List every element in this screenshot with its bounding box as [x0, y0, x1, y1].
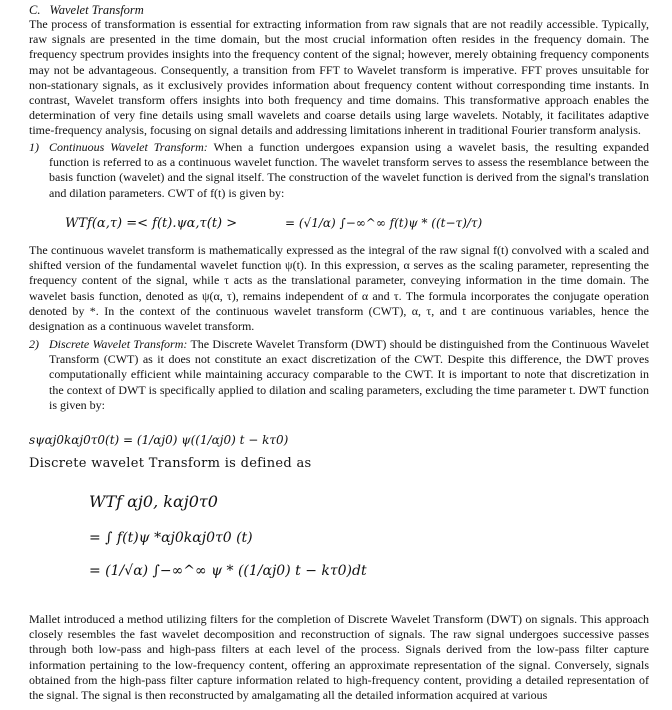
cwt-equation-right: = (√1/α) ∫−∞^∞ f(t)ψ * ((t−τ)/τ): [285, 216, 483, 230]
intro-paragraph: The process of transformation is essential for extracting information from raw signals that are not readily accessible. Typically, raw signals are presented in the time domain, but the most crucial information often resides in the frequency domain. The frequency spectrum provides insights into the frequency content of the signal; however, merely obtaining frequency components may not be advantageous. Consequently, a transition from FFT to Wavelet transform is imperative. FFT proves unsuitable for non-stationary signals, as it exclusively provides information about frequency content without corresponding time instants. In contrast, Wavelet transform offers insights into both frequency and time domains. This transformative approach enables the determination of very fine details using small wavelets and coarse details using large wavelets. Notably, it facilitates adaptive time-frequency analysis, focusing on signal details and addressing limitations inherent in traditional Fourier transform analysis.: [29, 17, 649, 138]
dwt-item: [29, 337, 649, 413]
dwt-definition-line: Discrete wavelet Transform is defined as: [29, 456, 312, 471]
cwt-item: [29, 140, 649, 201]
section-number: C.: [29, 3, 41, 17]
section-heading: [29, 3, 144, 18]
cwt-title: Continuous Wavelet Transform:: [49, 140, 208, 154]
dwt-text: The Discrete Wavelet Transform (DWT) should be distinguished from the Continuous Wavelet Transform (CWT) as it does not constitute an exact discretization of the CWT. Despite this difference, the DWT proves computationally efficient while maintaining accuracy comparable to the CWT. It is important to note that discretization in the context of DWT is specifically applied to dilation and scaling parameters, excluding the time parameter t. DWT function is given by:: [49, 337, 649, 412]
cwt-text: When a function undergoes expansion using a wavelet basis, the resulting expanded function is referred to as a continuous wavelet function. The wavelet transform serves to assess the resemblance between the basis function (wavelet) and the signal itself. The construction of the wavelet function is derived from the signal's translation and dilation parameters. CWT of f(t) is given by:: [49, 140, 649, 200]
dwt-equation-line-1: WTf αj0, kαj0τ0: [89, 492, 218, 511]
dwt-equation-line-2: = ∫ f(t)ψ *αj0kαj0τ0 (t): [89, 530, 253, 546]
cwt-number: 1): [29, 140, 39, 154]
dwt-title: Discrete Wavelet Transform:: [49, 337, 188, 351]
cwt-equation-left: WTf(α,τ) =< f(t).ψα,τ(t) >: [65, 216, 238, 231]
dwt-equation-line-3: = (1/√α) ∫−∞^∞ ψ * ((1/αj0) t − kτ0)dt: [89, 563, 367, 579]
dwt-basis-equation: sψαj0kαj0τ0(t) = (1/αj0) ψ((1/αj0) t − kτ0): [29, 433, 289, 447]
section-title: Wavelet Transform: [49, 3, 144, 17]
mallet-paragraph: Mallet introduced a method utilizing filters for the completion of Discrete Wavelet Transform (DWT) on signals. This approach closely resembles the fast wavelet decomposition and reconstruction of signals. The raw signal undergoes successive passes through both low-pass and high-pass filters at each level of the process. Signals derived from the low-pass filter capture information pertaining to the low-frequency content, offering an approximate representation of the signal. Conversely, signals obtained from the high-pass filter capture information related to high-frequency content, providing a detailed representation of the signal. The signal is then reconstructed by amalgamating all the detailed information acquired at various: [29, 612, 649, 703]
cwt-explanation: The continuous wavelet transform is mathematically expressed as the integral of the raw signal f(t) convolved with a scaled and shifted version of the fundamental wavelet function ψ(t). In this expression, α serves as the scaling parameter, representing the frequency content of the signal, while τ acts as the translational parameter, conveying information in the time domain. The wavelet basis function, denoted as ψ(α, τ), remains independent of α and τ. The formula incorporates the conjugate operation denoted by *. In the context of the continuous wavelet transform (CWT), α, τ, and t are continuous variables, hence the designation as a continuous wavelet transform.: [29, 243, 649, 334]
dwt-number: 2): [29, 337, 39, 351]
